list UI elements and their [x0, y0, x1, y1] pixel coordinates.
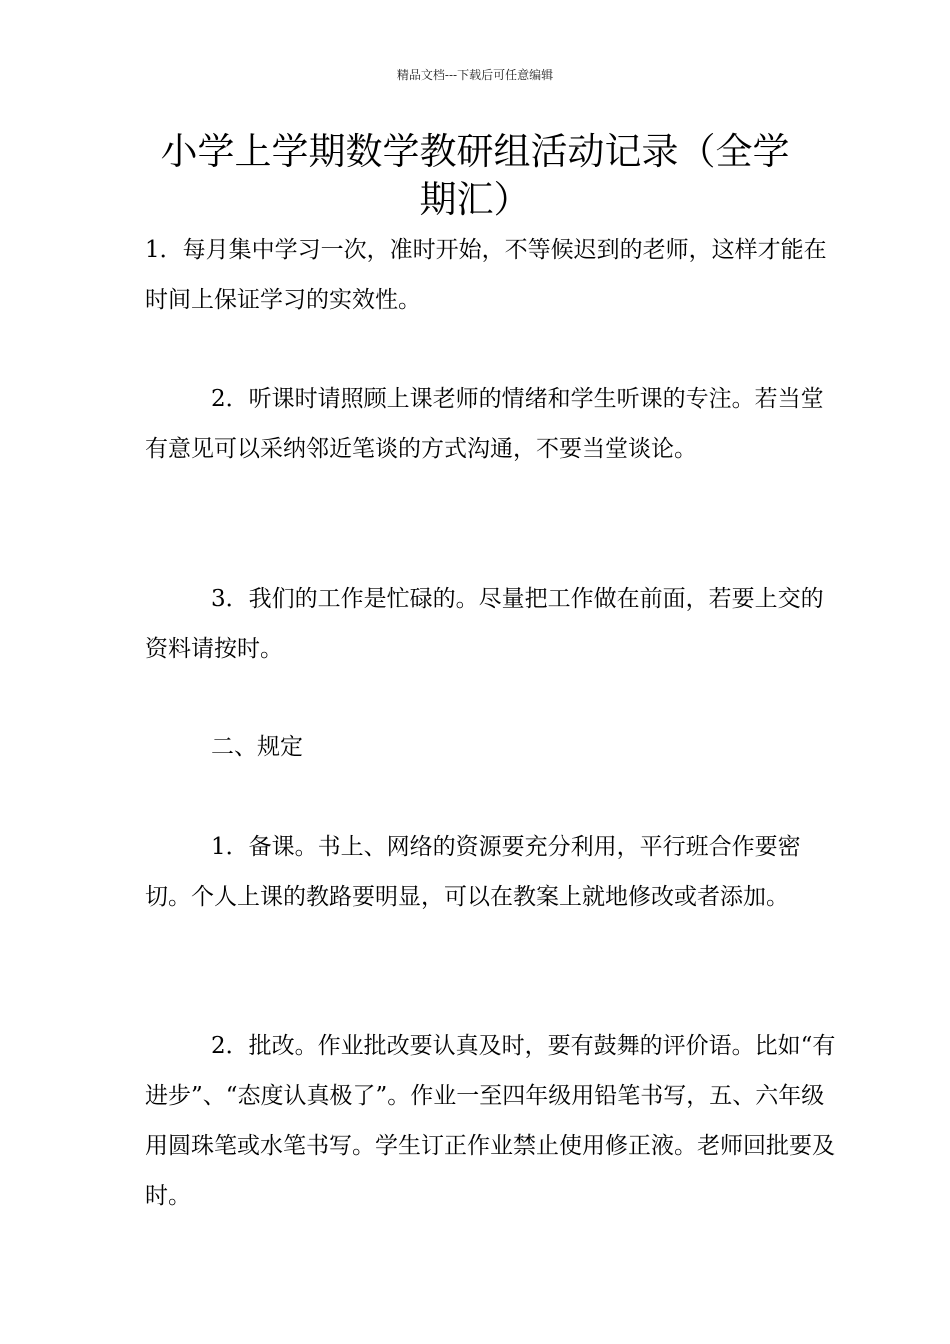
document-title — [130, 128, 820, 224]
section-heading-regulations: 二、规定 — [211, 734, 303, 760]
paragraph-rule-1: 1．每月集中学习一次，准时开始，不等候迟到的老师，这样才能在时间上保证学习的实效性。 — [145, 237, 827, 313]
paragraph-rule-2: 2．听课时请照顾上课老师的情绪和学生听课的专注。若当堂有意见可以采纳邻近笔谈的方式沟通，不要当堂谈论。 — [145, 386, 824, 462]
paragraph-lesson-prep: 1．备课。书上、网络的资源要充分利用，平行班合作要密切。个人上课的教路要明显，可以在教案上就地修改或者添加。 — [145, 834, 801, 910]
paragraph-grading: 2．批改。作业批改要认真及时，要有鼓舞的评价语。比如“有进步”、“态度认真极了”。作业一至四年级用铅笔书写，五、六年级用圆珠笔或水笔书写。学生订正作业禁止使用修正液。老师回批要及时。 — [145, 1033, 836, 1209]
page-header-note: 精品文档---下载后可任意编辑 — [396, 68, 554, 82]
title-line-1: 小学上学期数学教研组活动记录（全学 — [160, 130, 790, 173]
title-line-2: 期汇） — [419, 178, 531, 221]
paragraph-rule-3: 3．我们的工作是忙碌的。尽量把工作做在前面，若要上交的资料请按时。 — [145, 586, 824, 662]
